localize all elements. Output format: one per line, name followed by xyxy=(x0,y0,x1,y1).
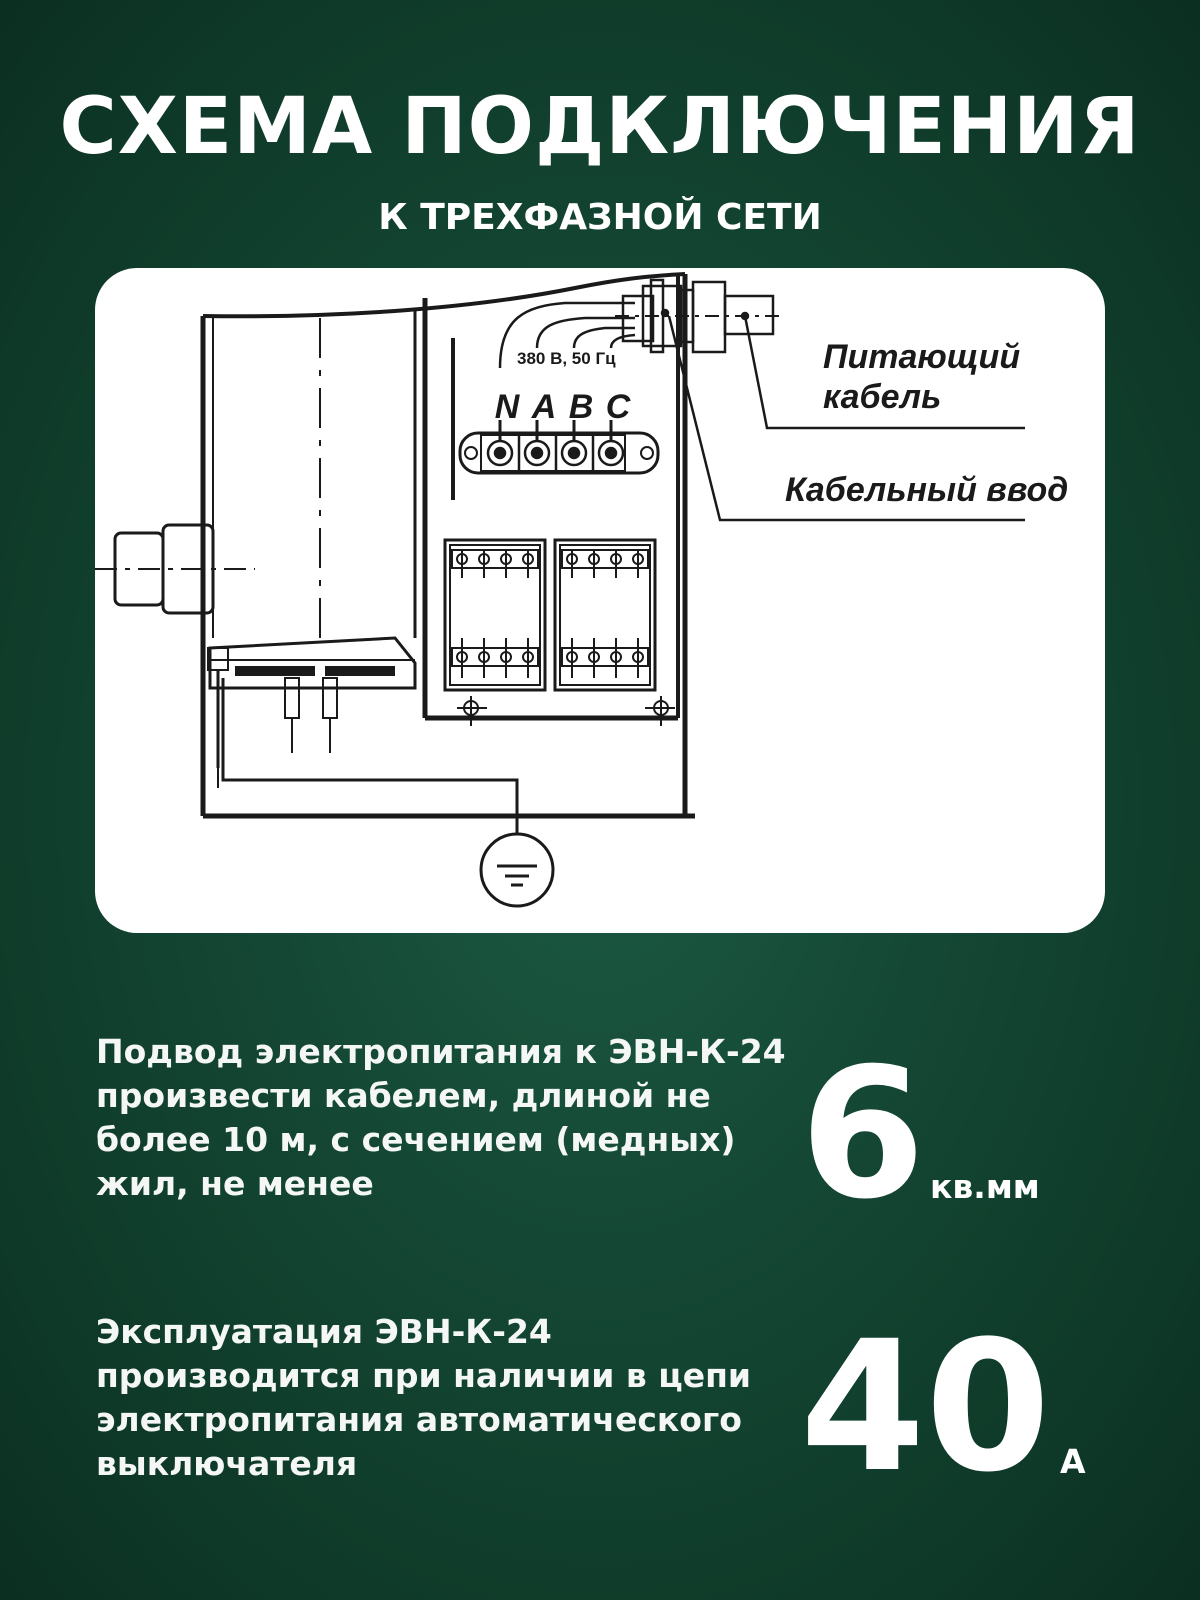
page-subtitle: К ТРЕХФАЗНОЙ СЕТИ xyxy=(378,197,822,238)
spec-breaker-unit: А xyxy=(1060,1442,1086,1481)
contactor-right xyxy=(555,540,655,690)
spec-cable-value: 6 xyxy=(800,1030,926,1239)
cable-entry-gland xyxy=(615,280,785,352)
phase-label-c: C xyxy=(605,388,631,426)
wiring-diagram xyxy=(95,268,1105,933)
phase-label-n: N xyxy=(494,388,520,426)
page-title: СХЕМА ПОДКЛЮЧЕНИЯ xyxy=(59,82,1141,172)
phase-label-b: B xyxy=(568,388,594,426)
ground-symbol xyxy=(481,834,553,906)
wiring-diagram-panel xyxy=(95,268,1105,933)
ground-wire xyxy=(223,678,553,906)
supply-cable-label-line2: кабель xyxy=(823,378,942,416)
supply-cable-label-line1: Питающий xyxy=(823,338,1021,376)
heating-elements xyxy=(208,638,415,788)
phase-label-a: A xyxy=(531,388,557,426)
spec-breaker-text: Эксплуатация ЭВН-К-24 производится при наличии в цепи электропитания автоматического выключателя xyxy=(96,1312,752,1483)
spec-cable-text: Подвод электропитания к ЭВН-К-24 произвести кабелем, длиной не более 10 м, с сечением (медных) жил, не менее xyxy=(96,1032,786,1203)
spec-breaker-value: 40 xyxy=(800,1303,1051,1512)
spec-cable-unit: кв.мм xyxy=(930,1167,1040,1206)
mounting-screws xyxy=(457,696,675,726)
heater-flange xyxy=(95,525,255,613)
cable-entry-label: Кабельный ввод xyxy=(785,471,1069,509)
contactor-left xyxy=(445,540,545,690)
terminal-block xyxy=(460,420,658,473)
voltage-label: 380 В, 50 Гц xyxy=(517,349,616,368)
